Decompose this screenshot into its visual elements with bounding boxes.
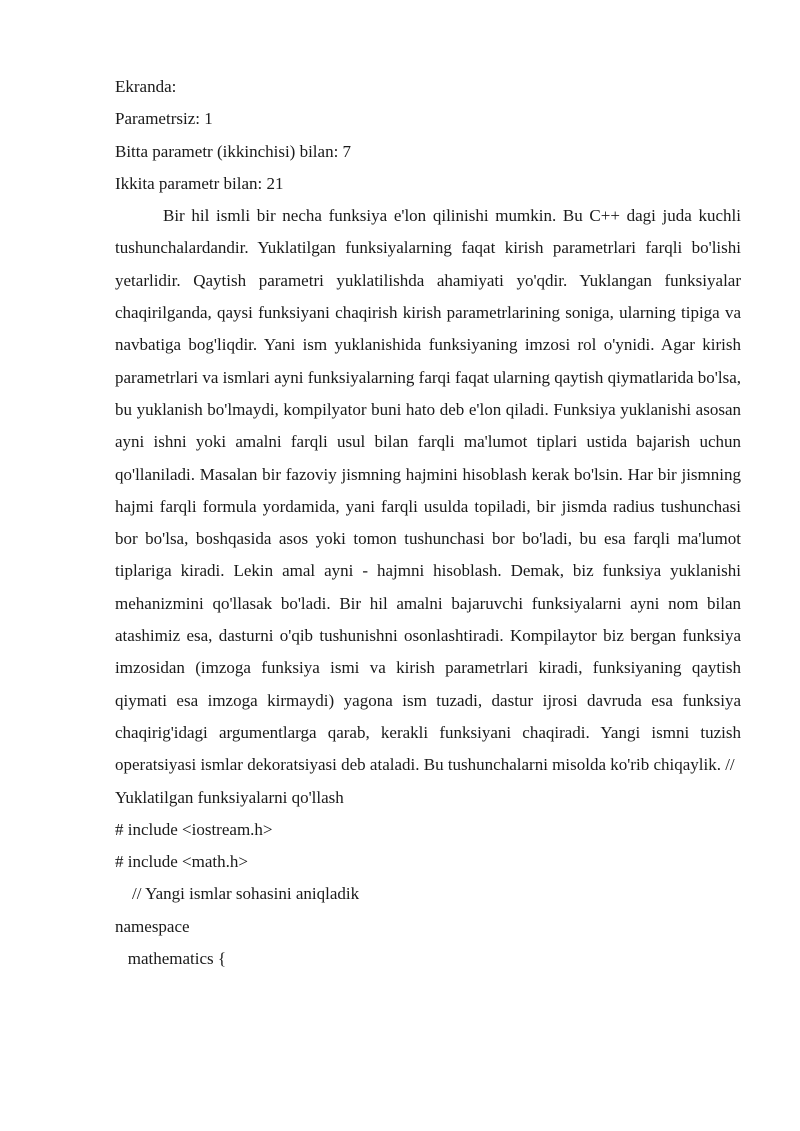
code-comment-title: Yuklatilgan funksiyalarni qo'llash: [115, 787, 344, 807]
code-comment-namespace: // Yangi ismlar sohasini aniqladik: [115, 884, 360, 904]
code-namespace-keyword: namespace: [115, 916, 190, 936]
page-content: [115, 71, 741, 975]
body-paragraph: Bir hil ismli bir necha funksiya e'lon qilinishi mumkin. Bu C++ dagi juda kuchli tushunchalardandir. Yuklatilgan funksiyalarning faqat kirish parametrlari farqli bo'lishi yetarlidir. Qaytish parametri yuklatilishda ahamiyati yo'qdir. Yuklangan funksiyalar chaqirilganda, qaysi funksiyani chaqirish kirish parametrlarining soniga, ularning tipiga va navbatiga bog'liqdir. Yani ism yuklanishida funksiyaning imzosi rol o'ynidi. Agar kirish parametrlari va ismlari ayni funksiyalarning farqi faqat ularning qaytish qiymatlarida bo'lsa, bu yuklanish bo'lmaydi, kompilyator buni hato deb e'lon qiladi. Funksiya yuklanishi asosan ayni ishni yoki amalni farqli usul bilan farqli ma'lumot tiplari ustida bajarish uchun qo'llaniladi. Masalan bir fazoviy jismning hajmini hisoblash kerak bo'lsin. Har bir jismning hajmi farqli formula yordamida, yani farqli usulda topiladi, bir jismda radius tushunchasi bor bo'lsa, boshqasida asos yoki tomon tushunchasi bor bo'ladi, bu esa farqli ma'lumot tiplariga kiradi. Lekin amal ayni - hajmni hisoblash. Demak, biz funksiya yuklanishi mehanizmini qo'llasak bo'ladi. Bir hil amalni bajaruvchi funksiyalarni ayni nom bilan atashimiz esa, dasturni o'qib tushunishni osonlashtiradi. Kompilaytor biz bergan funksiya imzosidan (imzoga funksiya ismi va kirish parametrlari kiradi, funksiyaning qaytish qiymati esa imzoga kirmaydi) yagona ism tuzadi, dastur ijrosi davruda esa funksiya chaqirig'idagi argumentlarga qarab, kerakli funksiyani chaqiradi. Yangi ismni tuzish operatsiyasi ismlar dekoratsiyasi deb ataladi. Bu tushunchalarni misolda ko'rib chiqaylik. //: [115, 206, 741, 775]
output-line-2: Bitta parametr (ikkinchisi) bilan: 7: [115, 141, 352, 161]
code-include-iostream: # include <iostream.h>: [115, 819, 273, 839]
output-line-1: Parametrsiz: 1: [115, 109, 213, 129]
output-heading: Ekranda:: [115, 77, 177, 96]
code-include-math: # include <math.h>: [115, 852, 248, 872]
code-namespace-name: mathematics {: [115, 949, 227, 969]
output-line-3: Ikkita parametr bilan: 21: [115, 173, 284, 193]
